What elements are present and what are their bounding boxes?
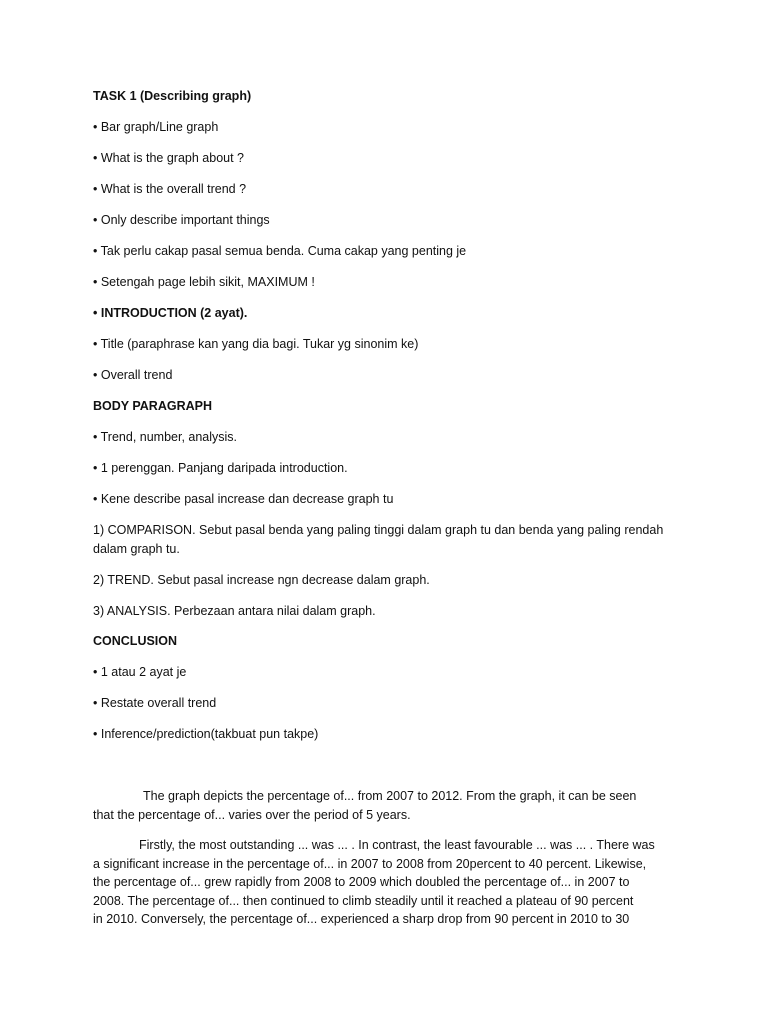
paragraph-line: the percentage of... grew rapidly from 2008 to 2009 which doubled the percentage of... in 2007 to [93, 875, 630, 889]
numbered-item: 1) COMPARISON. Sebut pasal benda yang paling tinggi dalam graph tu dan benda yang paling rendah [93, 523, 664, 537]
paragraph-line: 2008. The percentage of... then continued to climb steadily until it reached a plateau of 90 percent [93, 893, 634, 908]
bullet-item: • Kene describe pasal increase dan decrease graph tu [93, 492, 394, 506]
bullet-item: • What is the graph about ? [93, 151, 244, 165]
numbered-item: 2) TREND. Sebut pasal increase ngn decrease dalam graph. [93, 573, 430, 587]
bullet-item: • Only describe important things [93, 213, 270, 227]
bullet-item: • Title (paraphrase kan yang dia bagi. Tukar yg sinonim ke) [93, 337, 419, 351]
bullet-item: • Bar graph/Line graph [93, 120, 219, 134]
numbered-item: 3) ANALYSIS. Perbezaan antara nilai dalam graph. [93, 604, 376, 618]
bullet-item: • Tak perlu cakap pasal semua benda. Cuma cakap yang penting je [93, 244, 467, 258]
bullet-item: • Trend, number, analysis. [93, 430, 238, 444]
body-paragraph-heading: BODY PARAGRAPH [93, 399, 212, 413]
introduction-heading: • INTRODUCTION (2 ayat). [93, 306, 248, 320]
paragraph-line: that the percentage of... varies over the period of 5 years. [93, 807, 411, 822]
sample-body-paragraph [93, 836, 673, 929]
paragraph-line: Firstly, the most outstanding ... was ... . In contrast, the least favourable ... was ... . There was [139, 838, 655, 852]
paragraph-line: in 2010. Conversely, the percentage of... experienced a sharp drop from 90 percent in 2010 to 30 [93, 912, 630, 926]
paragraph-line: The graph depicts the percentage of... from 2007 to 2012. From the graph, it can be seen [143, 789, 637, 803]
task-heading: TASK 1 (Describing graph) [93, 89, 252, 103]
conclusion-heading: CONCLUSION [93, 634, 178, 648]
bullet-item: • 1 perenggan. Panjang daripada introduction. [93, 461, 348, 475]
sample-introduction-paragraph [93, 787, 673, 824]
bullet-item: • Setengah page lebih sikit, MAXIMUM ! [93, 275, 315, 289]
bullet-item: • 1 atau 2 ayat je [93, 665, 187, 679]
bullet-item: • Restate overall trend [93, 696, 217, 710]
bullet-item: • Overall trend [93, 368, 173, 382]
numbered-item-continuation: dalam graph tu. [93, 542, 180, 556]
bullet-item: • What is the overall trend ? [93, 182, 247, 196]
paragraph-line: a significant increase in the percentage of... in 2007 to 2008 from 20percent to 40 percent. Likewise, [93, 856, 647, 871]
bullet-item: • Inference/prediction(takbuat pun takpe) [93, 727, 319, 741]
